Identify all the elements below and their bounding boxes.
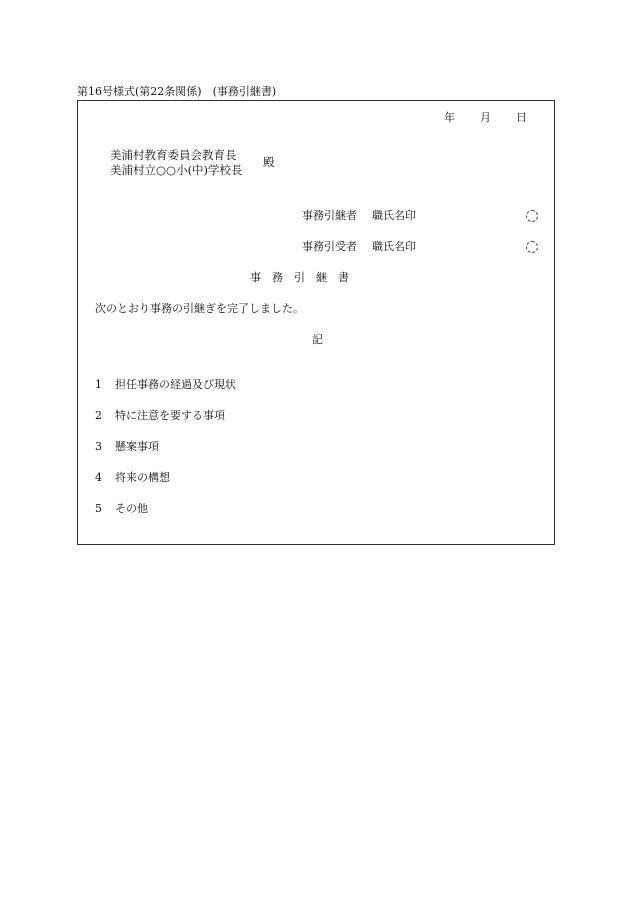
signer-field-receiver: 職氏名印 [372, 240, 416, 253]
document-title: 事 務 引 継 書 [250, 271, 349, 284]
item-text: 担任事務の経過及び現状 [115, 378, 236, 391]
item-number: 1 [95, 378, 102, 391]
item-number: 5 [95, 502, 102, 515]
item-text: 特に注意を要する事項 [115, 409, 225, 422]
signer-field-transferor: 職氏名印 [372, 209, 416, 222]
item-text: 懸案事項 [115, 440, 159, 453]
seal-mark-icon [526, 241, 538, 253]
addressee-line-2: 美浦村立○○小(中)学校長 [110, 163, 243, 177]
addressee-honorific: 殿 [263, 155, 275, 169]
document-frame [77, 100, 555, 545]
addressee-line-1: 美浦村教育委員会教育長 [110, 148, 237, 162]
intro-text: 次のとおり事務の引継ぎを完了しました。 [95, 302, 304, 315]
signer-role-receiver: 事務引受者 [302, 240, 357, 253]
item-number: 4 [95, 471, 102, 484]
date-year-label: 年 [444, 111, 455, 124]
seal-mark-icon [526, 210, 538, 222]
ki-heading: 記 [312, 333, 323, 346]
signer-role-transferor: 事務引継者 [302, 209, 357, 222]
item-number: 2 [95, 409, 102, 422]
form-label: 第16号様式(第22条関係) (事務引継書) [77, 85, 277, 98]
item-number: 3 [95, 440, 102, 453]
item-text: その他 [115, 502, 148, 515]
date-month-label: 月 [480, 111, 491, 124]
item-text: 将来の構想 [115, 471, 170, 484]
date-day-label: 日 [516, 111, 527, 124]
